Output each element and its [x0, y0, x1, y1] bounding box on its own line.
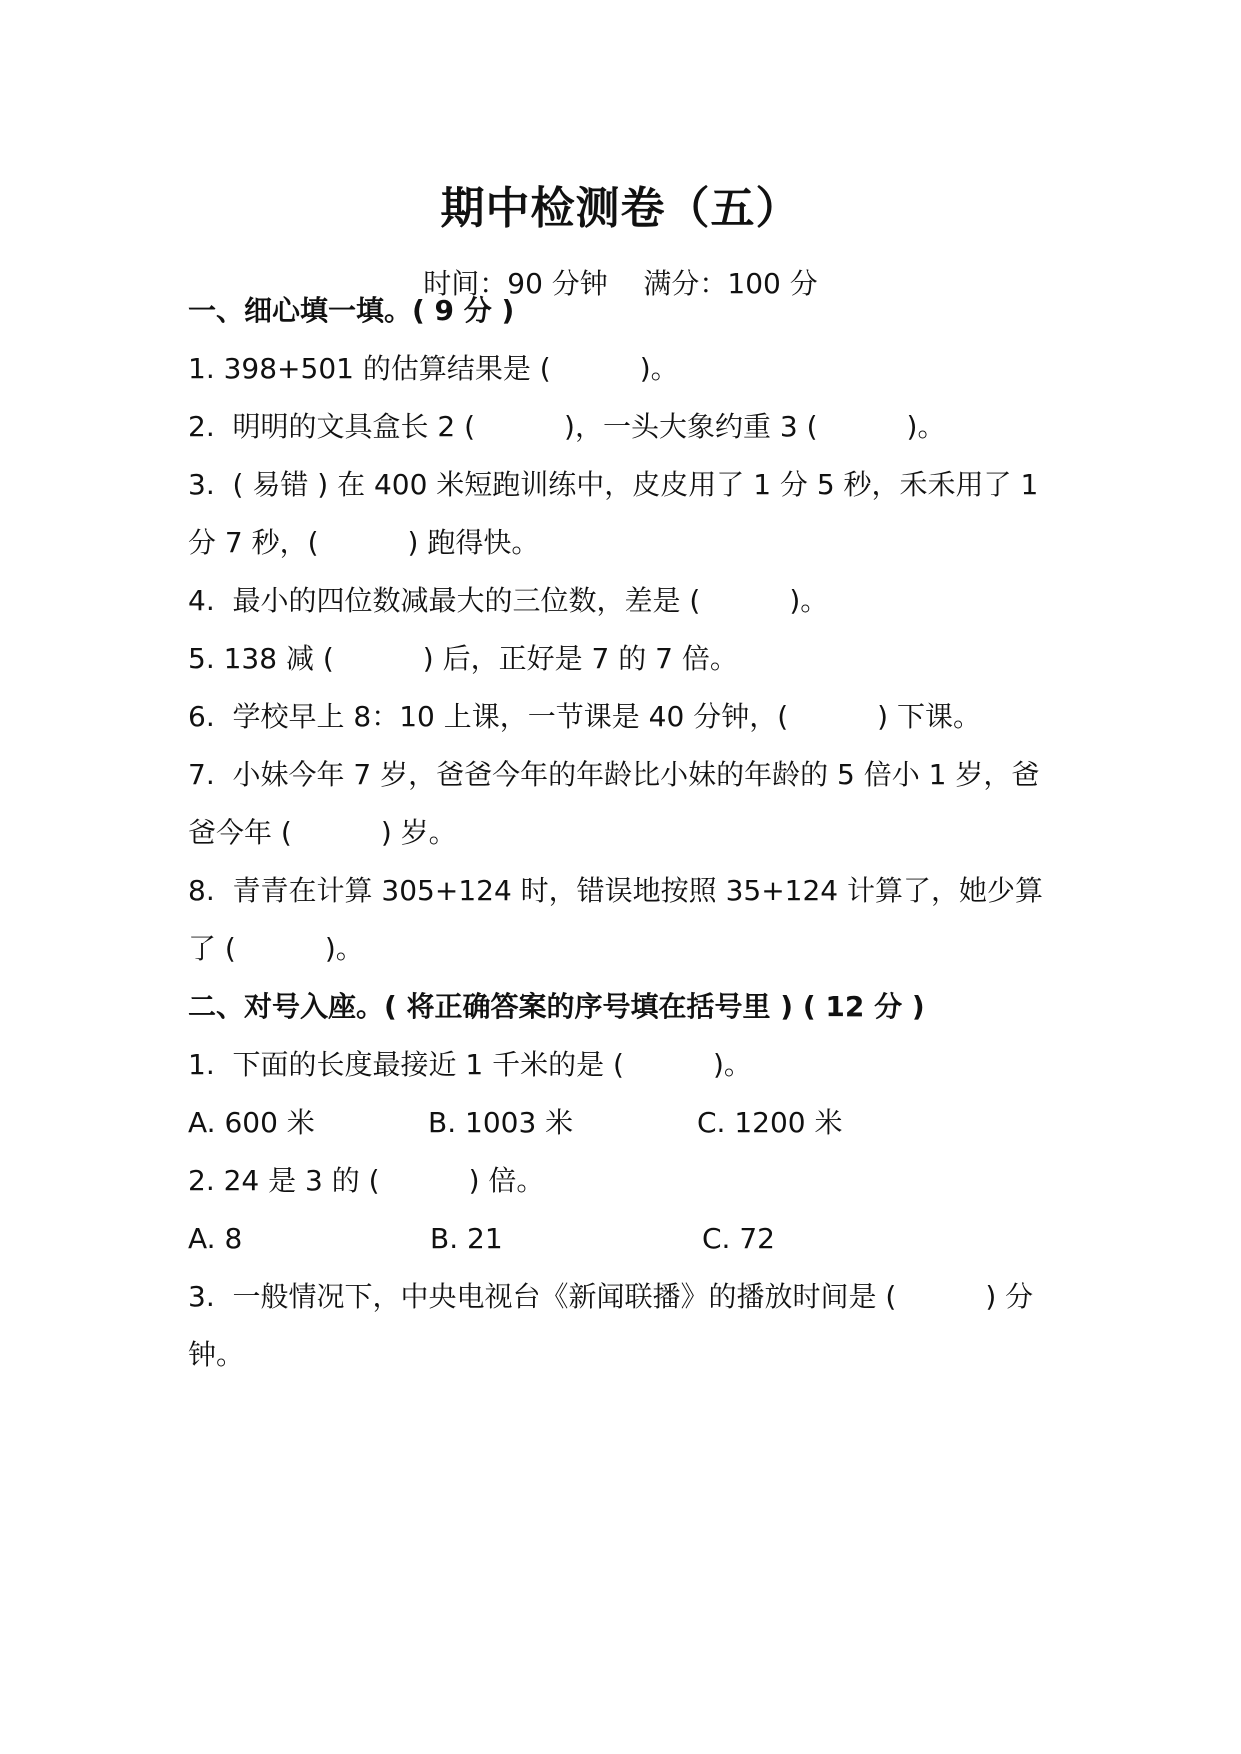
s2-q2-option-a: A. 8 [188, 1222, 243, 1255]
section-1-heading: 一、细心填一填。( 9 分 ) [188, 294, 515, 327]
s2-q2-option-c: C. 72 [702, 1222, 775, 1255]
s2-q1-option-b: B. 1003 米 [428, 1106, 574, 1139]
s1-question-2: 2. 明明的文具盒长 2 ( )，一头大象约重 3 ( )。 [188, 410, 946, 443]
s1-question-6: 6. 学校早上 8：10 上课，一节课是 40 分钟，( ) 下课。 [188, 700, 981, 733]
s2-question-3-line-2: 钟。 [188, 1338, 245, 1371]
exam-info: 时间：90 分钟 满分：100 分 [423, 267, 818, 300]
s1-question-7-line-1: 7. 小妹今年 7 岁，爸爸今年的年龄比小妹的年龄的 5 倍小 1 岁，爸 [188, 758, 1040, 791]
s2-question-2: 2. 24 是 3 的 ( ) 倍。 [188, 1164, 545, 1197]
s2-question-1: 1. 下面的长度最接近 1 千米的是 ( )。 [188, 1048, 752, 1081]
s1-question-5: 5. 138 减 ( ) 后，正好是 7 的 7 倍。 [188, 642, 738, 675]
s1-question-8-line-1: 8. 青青在计算 305+124 时，错误地按照 35+124 计算了，她少算 [188, 874, 1044, 907]
s1-question-1: 1. 398+501 的估算结果是 ( )。 [188, 352, 679, 385]
s2-q1-option-c: C. 1200 米 [697, 1106, 843, 1139]
s1-question-3-line-2: 分 7 秒，( ) 跑得快。 [188, 526, 540, 559]
s2-question-3-line-1: 3. 一般情况下，中央电视台《新闻联播》的播放时间是 ( ) 分 [188, 1280, 1034, 1313]
s2-q1-option-a: A. 600 米 [188, 1106, 315, 1139]
s2-q2-option-b: B. 21 [430, 1222, 503, 1255]
s1-question-8-line-2: 了 ( )。 [188, 932, 364, 965]
page-title: 期中检测卷（五） [440, 183, 801, 234]
section-2-heading: 二、对号入座。( 将正确答案的序号填在括号里 ) ( 12 分 ) [188, 990, 925, 1023]
s1-question-3-line-1: 3. ( 易错 ) 在 400 米短跑训练中，皮皮用了 1 分 5 秒，禾禾用了 1 [188, 468, 1039, 501]
s1-question-4: 4. 最小的四位数减最大的三位数，差是 ( )。 [188, 584, 829, 617]
s1-question-7-line-2: 爸今年 ( ) 岁。 [188, 816, 457, 849]
